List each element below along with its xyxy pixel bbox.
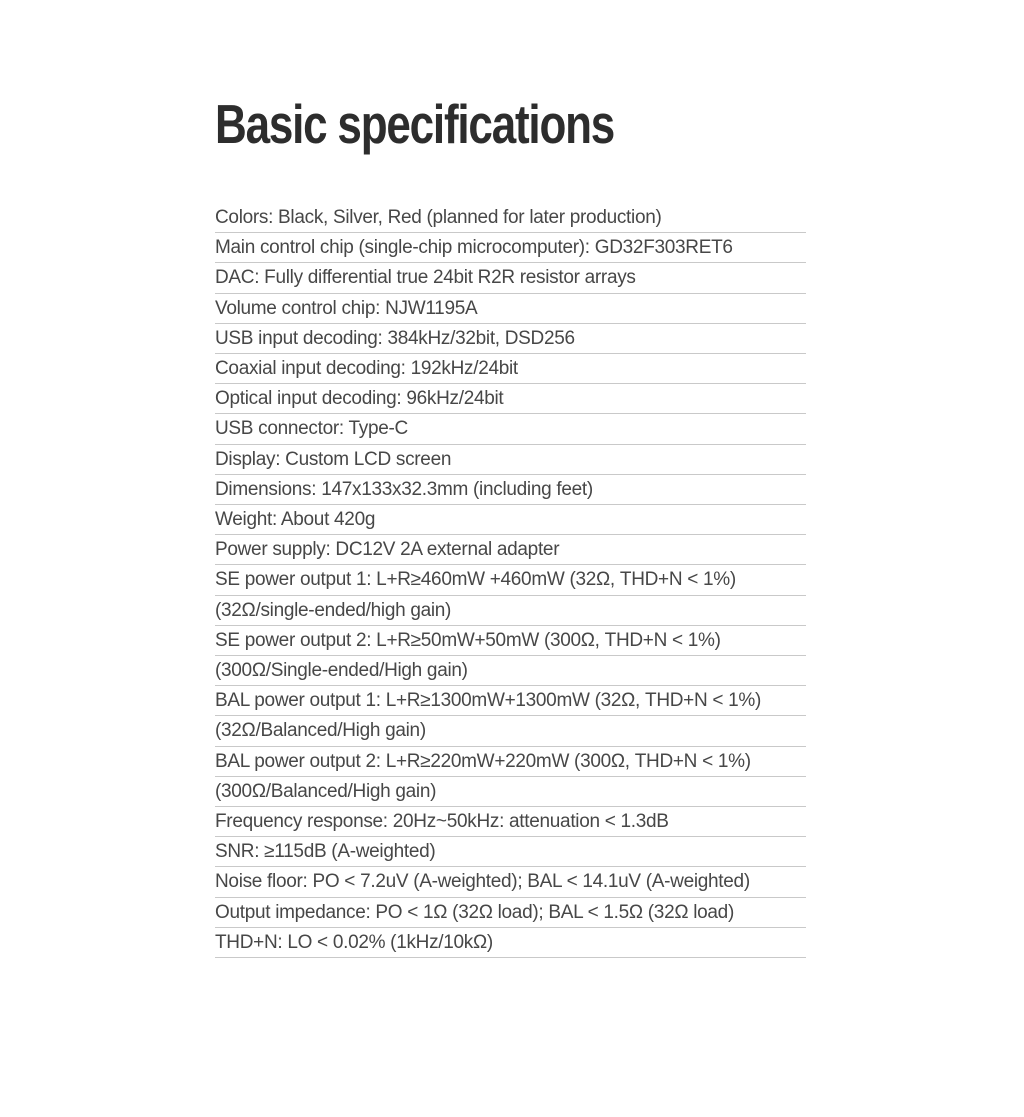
spec-row: SE power output 2: L+R≥50mW+50mW (300Ω, THD+N < 1%) [215, 626, 806, 656]
spec-row: Power supply: DC12V 2A external adapter [215, 535, 806, 565]
spec-row: (300Ω/Balanced/High gain) [215, 777, 806, 807]
spec-row: Dimensions: 147x133x32.3mm (including feet) [215, 475, 806, 505]
spec-row: THD+N: LO < 0.02% (1kHz/10kΩ) [215, 928, 806, 958]
spec-list [215, 203, 806, 958]
spec-row: Noise floor: PO < 7.2uV (A-weighted); BAL < 14.1uV (A-weighted) [215, 867, 806, 897]
spec-sheet [0, 93, 1024, 1117]
spec-row: (300Ω/Single-ended/High gain) [215, 656, 806, 686]
spec-row: USB connector: Type-C [215, 414, 806, 444]
spec-row: Output impedance: PO < 1Ω (32Ω load); BAL < 1.5Ω (32Ω load) [215, 898, 806, 928]
spec-row: BAL power output 1: L+R≥1300mW+1300mW (32Ω, THD+N < 1%) [215, 686, 806, 716]
spec-row: BAL power output 2: L+R≥220mW+220mW (300Ω, THD+N < 1%) [215, 747, 806, 777]
spec-row: USB input decoding: 384kHz/32bit, DSD256 [215, 324, 806, 354]
spec-row: Frequency response: 20Hz~50kHz: attenuation < 1.3dB [215, 807, 806, 837]
page-title: Basic specifications [215, 93, 615, 155]
spec-row: (32Ω/single-ended/high gain) [215, 596, 806, 626]
spec-row: Main control chip (single-chip microcomputer): GD32F303RET6 [215, 233, 806, 263]
spec-row: SNR: ≥115dB (A-weighted) [215, 837, 806, 867]
spec-row: Weight: About 420g [215, 505, 806, 535]
spec-row: (32Ω/Balanced/High gain) [215, 716, 806, 746]
spec-row: Volume control chip: NJW1195A [215, 294, 806, 324]
spec-row: Optical input decoding: 96kHz/24bit [215, 384, 806, 414]
spec-row: Colors: Black, Silver, Red (planned for later production) [215, 203, 806, 233]
spec-row: Coaxial input decoding: 192kHz/24bit [215, 354, 806, 384]
spec-row: SE power output 1: L+R≥460mW +460mW (32Ω, THD+N < 1%) [215, 565, 806, 595]
spec-row: DAC: Fully differential true 24bit R2R resistor arrays [215, 263, 806, 293]
spec-row: Display: Custom LCD screen [215, 445, 806, 475]
